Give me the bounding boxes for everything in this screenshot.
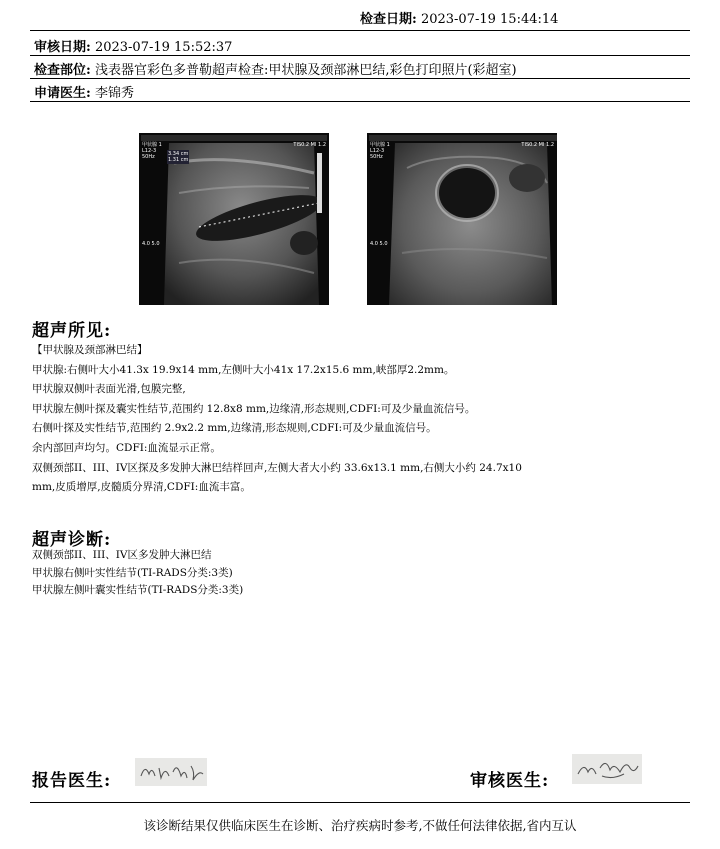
exam-date xyxy=(360,8,558,27)
findings-title: 超声所见: xyxy=(32,321,112,341)
disclaimer: 该诊断结果仅供临床医生在诊断、治疗疾病时参考,不做任何法律依据,省内互认 xyxy=(143,818,577,833)
exam-part-value: 浅表器官彩色多普勒超声检查:甲状腺及颈部淋巴结,彩色打印照片(彩超室) xyxy=(94,63,517,78)
findings-line: 甲状腺双侧叶表面光滑,包膜完整, xyxy=(32,383,186,396)
ultrasound-image-left xyxy=(139,133,329,305)
divider xyxy=(30,55,690,56)
image-frequency: 50Hz xyxy=(142,154,155,160)
review-date-value: 2023-07-19 15:52:37 xyxy=(94,40,233,55)
diagnosis-body xyxy=(32,547,243,600)
image-panel-title: 甲状腺 1 xyxy=(370,142,390,148)
review-date-row xyxy=(34,36,232,55)
image-depth: 4.0 xyxy=(370,241,378,247)
findings-line: mm,皮质增厚,皮髓质分界清,CDFI:血流丰富。 xyxy=(32,481,251,494)
review-date-label: 审核日期: xyxy=(34,40,91,55)
diagnosis-line: 甲状腺右侧叶实性结节(TI-RADS分类:3类) xyxy=(32,566,233,579)
divider xyxy=(30,101,690,102)
findings-line: 双侧颈部II、III、IV区探及多发肿大淋巴结样回声,左侧大者大小约 33.6x13.1 mm,右侧大小约 24.7x10 xyxy=(32,461,522,474)
exam-part-row xyxy=(34,59,517,78)
measurement-1: 3.34 cm xyxy=(168,151,189,157)
findings-body xyxy=(32,341,692,498)
image-depth: 4.0 xyxy=(142,241,150,247)
divider xyxy=(30,802,690,803)
findings-line: 余内部回声均匀。CDFI:血流显示正常。 xyxy=(32,441,221,454)
findings-line: 甲状腺左侧叶探及囊实性结节,范围约 12.8x8 mm,边缘清,形态规则,CDFI:可及少量血流信号。 xyxy=(32,402,476,415)
exam-date-value: 2023-07-19 15:44:14 xyxy=(420,12,559,27)
applying-doctor-value: 李锦秀 xyxy=(94,86,134,101)
measurement-2: 1.31 cm xyxy=(168,157,189,163)
image-depth-unit: 5.0 xyxy=(379,241,388,247)
applying-doctor-label: 申请医生: xyxy=(34,86,91,101)
findings-line: 甲状腺:右侧叶大小41.3x 19.9x14 mm,左侧叶大小41x 17.2x15.6 mm,峡部厚2.2mm。 xyxy=(32,363,455,376)
exam-part-label: 检查部位: xyxy=(34,63,91,78)
report-doctor-label: 报告医生: xyxy=(32,771,112,791)
image-depth-unit: 5.0 xyxy=(151,241,160,247)
image-probe: L12-3 xyxy=(142,148,157,154)
review-doctor-label: 审核医生: xyxy=(470,771,550,791)
divider xyxy=(30,78,690,79)
image-probe: L12-3 xyxy=(370,148,385,154)
diagnosis-line: 甲状腺左侧叶囊实性结节(TI-RADS分类:3类) xyxy=(32,584,244,596)
diagnosis-line: 双侧颈部II、III、IV区多发肿大淋巴结 xyxy=(32,549,212,561)
findings-line: 【甲状腺及颈部淋巴结】 xyxy=(32,344,148,356)
report-doctor-signature xyxy=(135,758,207,786)
divider xyxy=(30,30,690,31)
image-frequency: 50Hz xyxy=(370,154,383,160)
diagnosis-title: 超声诊断: xyxy=(32,530,112,550)
doctor-row xyxy=(34,82,134,101)
image-ti-mi: TIS0.2 MI 1.2 xyxy=(521,142,554,148)
exam-date-label: 检查日期: xyxy=(360,12,417,27)
findings-line: 右侧叶探及实性结节,范围约 2.9x2.2 mm,边缘清,形态规则,CDFI:可及少量血流信号。 xyxy=(32,422,437,435)
image-panel-title: 甲状腺 1 xyxy=(142,142,162,148)
image-ti-mi: TIS0.2 MI 1.2 xyxy=(293,142,326,148)
review-doctor-signature xyxy=(572,754,642,784)
ultrasound-image-right xyxy=(367,133,557,305)
